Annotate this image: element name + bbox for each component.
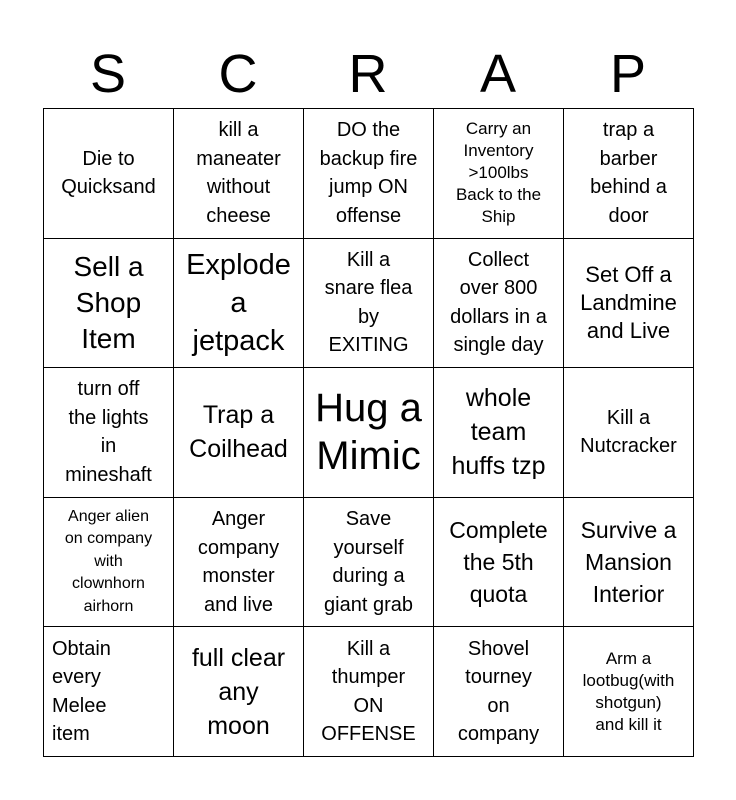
- cell-text: Set Off a Landmine and Live: [580, 261, 677, 343]
- bingo-cell[interactable]: [174, 239, 304, 369]
- header-letter-p: P: [609, 44, 647, 104]
- cell-text: turn off the lights in mineshaft: [65, 378, 152, 486]
- bingo-cell[interactable]: [304, 109, 434, 239]
- bingo-cell[interactable]: [304, 627, 434, 757]
- bingo-cell[interactable]: [564, 498, 694, 628]
- bingo-cell[interactable]: [564, 368, 694, 498]
- bingo-cell[interactable]: [304, 239, 434, 369]
- cell-text: full clear any moon: [191, 643, 286, 740]
- bingo-cell[interactable]: [434, 498, 564, 628]
- cell-text: Anger company monster and live: [197, 508, 280, 616]
- header-letter-c: C: [218, 44, 258, 104]
- bingo-cell[interactable]: [174, 368, 304, 498]
- cell-text: whole team huffs tzp: [451, 384, 546, 481]
- bingo-cell[interactable]: [174, 498, 304, 628]
- bingo-cell[interactable]: [174, 627, 304, 757]
- header-letter-r: R: [348, 44, 388, 104]
- bingo-header: [43, 40, 693, 108]
- cell-text: Arm a lootbug(with shotgun) and kill it: [582, 648, 675, 734]
- bingo-cell[interactable]: [434, 239, 564, 369]
- cell-text: Explode a jetpack: [186, 248, 291, 357]
- cell-text: Collect over 800 dollars in a single day: [450, 248, 547, 357]
- cell-text: Kill a snare flea by EXITING: [324, 248, 413, 357]
- bingo-cell[interactable]: [44, 239, 174, 369]
- bingo-cell[interactable]: [564, 109, 694, 239]
- header-letter-a: A: [479, 44, 517, 104]
- cell-text: Save yourself during a giant grab: [324, 508, 413, 616]
- bingo-cell[interactable]: [174, 109, 304, 239]
- bingo-cell[interactable]: [44, 498, 174, 628]
- bingo-cell[interactable]: [434, 109, 564, 239]
- cell-text: Complete the 5th quota: [449, 517, 548, 608]
- header-letter-s: S: [89, 44, 127, 104]
- bingo-cell[interactable]: [44, 368, 174, 498]
- bingo-cell[interactable]: [304, 368, 434, 498]
- bingo-cell[interactable]: [564, 627, 694, 757]
- bingo-cell[interactable]: [304, 498, 434, 628]
- cell-text: Survive a Mansion Interior: [580, 517, 677, 608]
- cell-text: Hug a Mimic: [315, 386, 422, 479]
- cell-text: Sell a Shop Item: [73, 250, 144, 354]
- cell-text: Obtain every Melee item: [52, 637, 111, 746]
- cell-text: Shovel tourney on company: [457, 637, 540, 746]
- bingo-cell[interactable]: [564, 239, 694, 369]
- bingo-cell[interactable]: [434, 368, 564, 498]
- bingo-cell[interactable]: [44, 109, 174, 239]
- bingo-cell[interactable]: [434, 627, 564, 757]
- cell-text: Die to Quicksand: [61, 147, 156, 199]
- cell-text: Kill a thumper ON OFFENSE: [321, 637, 416, 746]
- cell-text: Carry an Inventory >100lbs Back to the Ship: [455, 119, 542, 227]
- cell-text: DO the backup fire jump ON offense: [319, 119, 418, 227]
- bingo-board: [43, 108, 694, 757]
- cell-text: trap a barber behind a door: [590, 119, 667, 227]
- cell-text: Anger alien on company with clownhorn airhorn: [64, 507, 153, 615]
- cell-text: Trap a Coilhead: [189, 401, 288, 464]
- cell-text: kill a maneater without cheese: [196, 119, 281, 227]
- cell-text: Kill a Nutcracker: [580, 406, 677, 458]
- bingo-cell[interactable]: [44, 627, 174, 757]
